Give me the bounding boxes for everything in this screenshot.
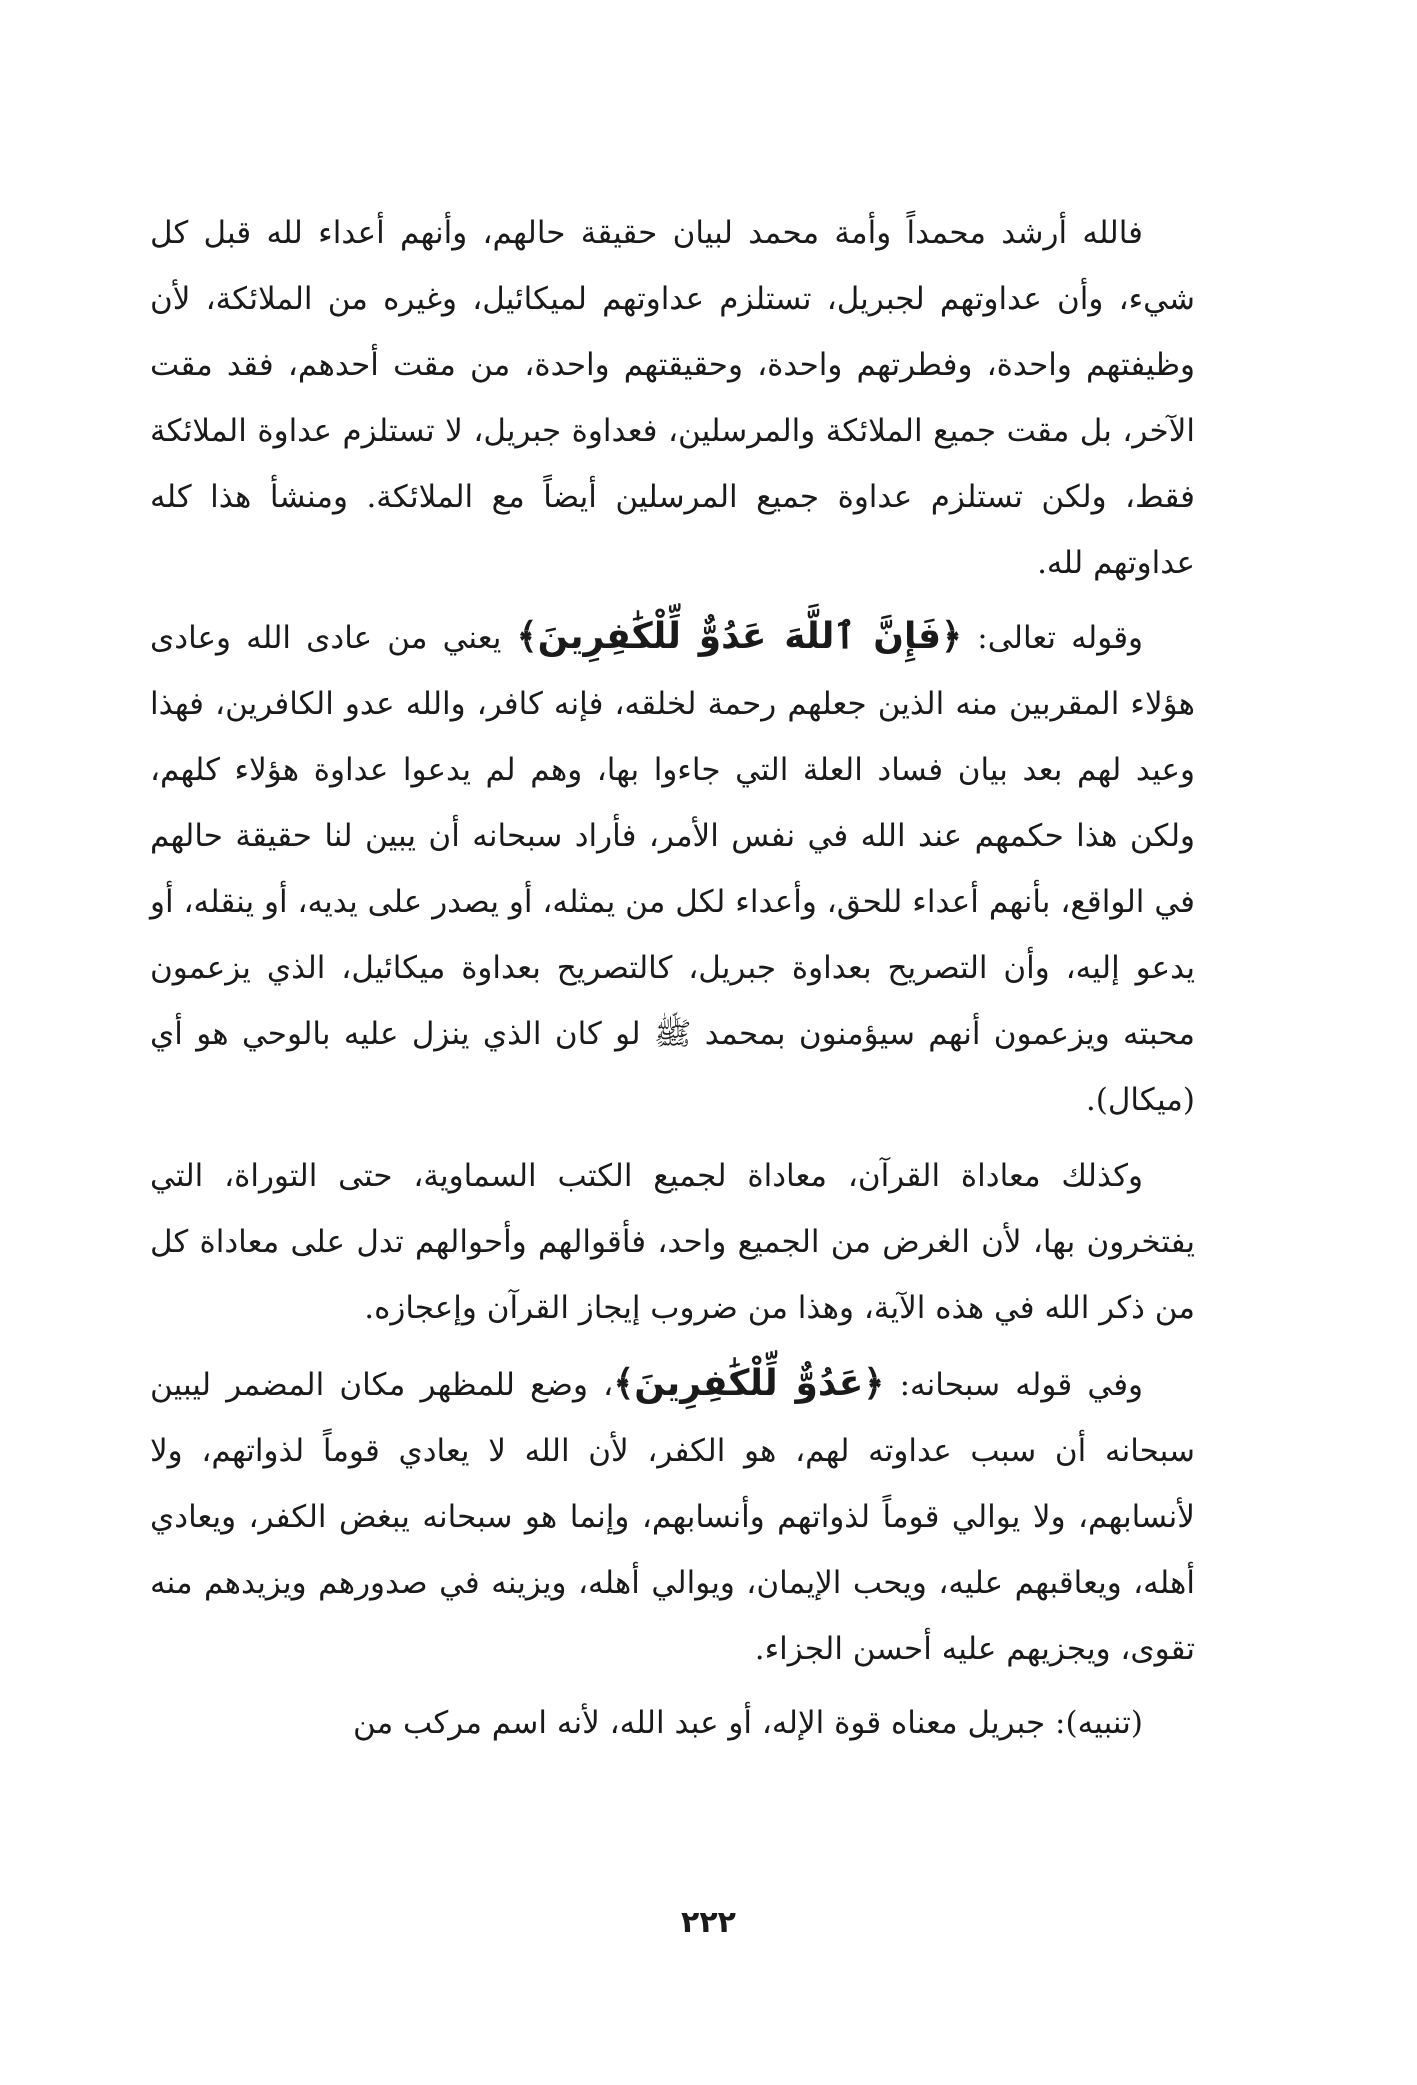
- quran-verse: ﴿فَإِنَّ ٱللَّهَ عَدُوٌّ لِّلْكَٰفِرِينَ﴾: [516, 616, 963, 657]
- paragraph-5: (تنبيه): جبريل معناه قوة الإله، أو عبد الله، لأنه اسم مركب من: [352, 1705, 1143, 1741]
- page-number: ٢٢٢: [681, 1905, 736, 1940]
- paragraph-3: وكذلك معاداة القرآن، معاداة لجميع الكتب السماوية، حتى التوراة، التي يفتخرون بها، لأن الغرض من الجميع واحد، فأقوالهم وأحوالهم تدل على معاداة كل من ذكر الله في هذه الآية، وهذا من ضروب إيجاز القرآن وإعجازه.: [150, 1158, 1195, 1326]
- paragraph-4-intro: وفي قوله سبحانه:: [884, 1367, 1143, 1403]
- page-body: [150, 200, 1195, 1764]
- paragraph-1: فالله أرشد محمداً وأمة محمد لبيان حقيقة حالهم، وأنهم أعداء لله قبل كل شيء، وأن عداوتهم لجبريل، تستلزم عداوتهم لميكائيل، وغيره من الملائكة، لأن وظيفتهم واحدة، وفطرتهم واحدة، وحقيقتهم واحدة، من مقت أحدهم، فقد مقت الآخر، بل مقت جميع الملائكة والمرسلين، فعداوة جبريل، لا تستلزم عداوة الملائكة فقط، ولكن تستلزم عداوة جميع المرسلين أيضاً مع الملائكة. ومنشأ هذا كله عداوتهم لله.: [150, 215, 1195, 581]
- paragraph-4: [150, 1351, 1195, 1682]
- paragraph-2: [150, 604, 1195, 1133]
- paragraph-2-body: يعني من عادى الله وعادى هؤلاء المقربين منه الذين جعلهم رحمة لخلقه، فإنه كافر، والله عدو الكافرين، فهذا وعيد لهم بعد بيان فساد العلة التي جاءوا بها، وهم لم يدعوا عداوة هؤلاء كلهم، ولكن هذا حكمهم عند الله في نفس الأمر، فأراد سبحانه أن يبين لنا حقيقة حالهم في الواقع، بأنهم أعداء للحق، وأعداء لكل من يمثله، أو يصدر على يديه، أو ينقله، أو يدعو إليه، وأن التصريح بعداوة جبريل، كالتصريح بعداوة ميكائيل، الذي يزعمون محبته ويزعمون أنهم سيؤمنون بمحمد ﷺ لو كان الذي ينزل عليه بالوحي هو أي (ميكال).: [150, 620, 1195, 1118]
- paragraph-2-intro: وقوله تعالى:: [962, 620, 1143, 656]
- paragraph-4-body: ، وضع للمظهر مكان المضمر ليبين سبحانه أن سبب عداوته لهم، هو الكفر، لأن الله لا يعادي قوماً لذواتهم، ولا لأنسابهم، ولا يوالي قوماً لذواتهم وأنسابهم، وإنما هو سبحانه يبغض الكفر، ويعادي أهله، ويعاقبهم عليه، ويحب الإيمان، ويوالي أهله، ويزينه في صدورهم ويزيدهم منه تقوى، ويجزيهم عليه أحسن الجزاء.: [150, 1367, 1195, 1667]
- quran-verse: ﴿عَدُوٌّ لِّلْكَٰفِرِينَ﴾: [613, 1363, 885, 1404]
